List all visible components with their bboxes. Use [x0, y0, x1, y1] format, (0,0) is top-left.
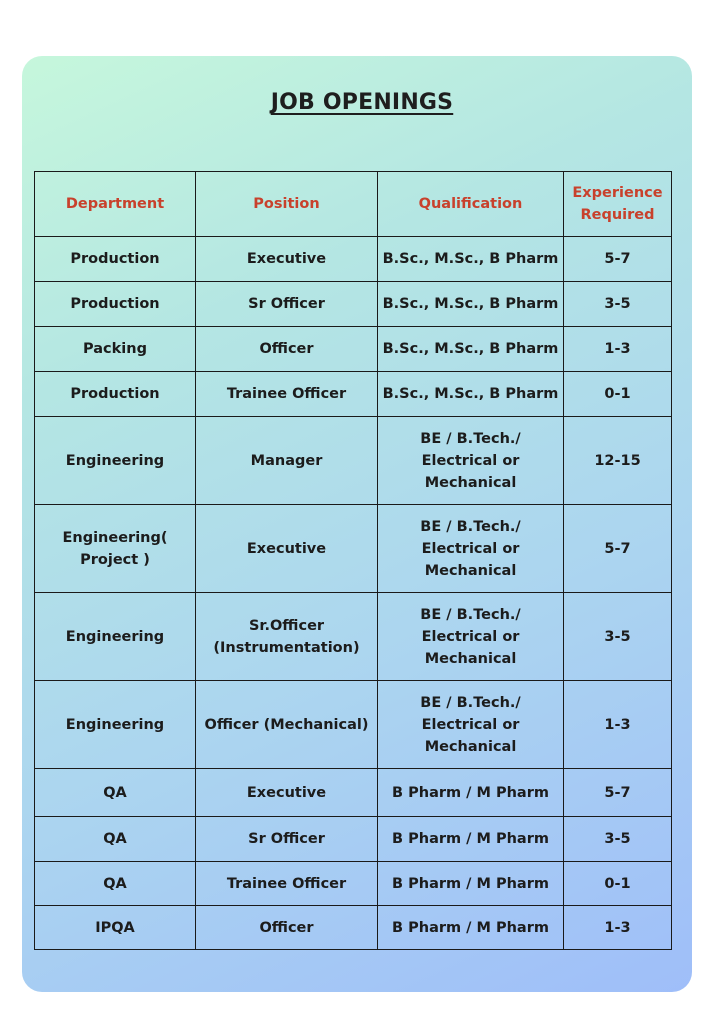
cell-position: Officer (Mechanical) [196, 681, 378, 769]
cell-department: Engineering( Project ) [35, 505, 196, 593]
cell-department: Production [35, 237, 196, 282]
cell-experience: 5-7 [564, 769, 672, 817]
table-row [35, 417, 672, 505]
cell-department: Packing [35, 327, 196, 372]
cell-department: Production [35, 282, 196, 327]
cell-department: Engineering [35, 593, 196, 681]
cell-experience: 5-7 [564, 505, 672, 593]
table-row [35, 862, 672, 906]
cell-qualification: B Pharm / M Pharm [378, 817, 564, 862]
cell-experience: 0-1 [564, 862, 672, 906]
cell-position: Sr Officer [196, 817, 378, 862]
cell-qualification: B.Sc., M.Sc., B Pharm [378, 372, 564, 417]
table-row [35, 817, 672, 862]
cell-position: Trainee Officer [196, 372, 378, 417]
table-row [35, 505, 672, 593]
column-header-qualification: Qualification [378, 172, 564, 237]
page-title: JOB OPENINGS [270, 90, 454, 115]
cell-position: Sr.Officer (Instrumentation) [196, 593, 378, 681]
table-row [35, 681, 672, 769]
cell-experience: 3-5 [564, 282, 672, 327]
cell-department: QA [35, 817, 196, 862]
cell-position: Officer [196, 327, 378, 372]
cell-qualification: B.Sc., M.Sc., B Pharm [378, 327, 564, 372]
table-row [35, 372, 672, 417]
cell-experience: 0-1 [564, 372, 672, 417]
cell-department: Production [35, 372, 196, 417]
cell-qualification: B Pharm / M Pharm [378, 906, 564, 950]
cell-qualification: BE / B.Tech./ Electrical or Mechanical [378, 681, 564, 769]
cell-department: Engineering [35, 681, 196, 769]
cell-experience: 3-5 [564, 593, 672, 681]
cell-experience: 1-3 [564, 906, 672, 950]
table-row [35, 769, 672, 817]
column-header-department: Department [35, 172, 196, 237]
cell-qualification: B.Sc., M.Sc., B Pharm [378, 282, 564, 327]
cell-position: Executive [196, 505, 378, 593]
job-openings-table [34, 171, 672, 950]
table-row [35, 282, 672, 327]
table-row [35, 237, 672, 282]
cell-position: Officer [196, 906, 378, 950]
cell-department: QA [35, 862, 196, 906]
cell-department: Engineering [35, 417, 196, 505]
cell-qualification: BE / B.Tech./ Electrical or Mechanical [378, 505, 564, 593]
cell-experience: 12-15 [564, 417, 672, 505]
cell-position: Sr Officer [196, 282, 378, 327]
cell-qualification: B.Sc., M.Sc., B Pharm [378, 237, 564, 282]
cell-position: Trainee Officer [196, 862, 378, 906]
cell-position: Manager [196, 417, 378, 505]
cell-qualification: BE / B.Tech./ Electrical or Mechanical [378, 417, 564, 505]
cell-qualification: BE / B.Tech./ Electrical or Mechanical [378, 593, 564, 681]
cell-experience: 1-3 [564, 327, 672, 372]
cell-experience: 1-3 [564, 681, 672, 769]
cell-position: Executive [196, 237, 378, 282]
table-row [35, 906, 672, 950]
table-row [35, 327, 672, 372]
column-header-position: Position [196, 172, 378, 237]
column-header-experience: Experience Required [564, 172, 672, 237]
table-header-row [35, 172, 672, 237]
cell-experience: 3-5 [564, 817, 672, 862]
cell-department: IPQA [35, 906, 196, 950]
table-row [35, 593, 672, 681]
cell-qualification: B Pharm / M Pharm [378, 769, 564, 817]
cell-qualification: B Pharm / M Pharm [378, 862, 564, 906]
cell-experience: 5-7 [564, 237, 672, 282]
cell-position: Executive [196, 769, 378, 817]
cell-department: QA [35, 769, 196, 817]
